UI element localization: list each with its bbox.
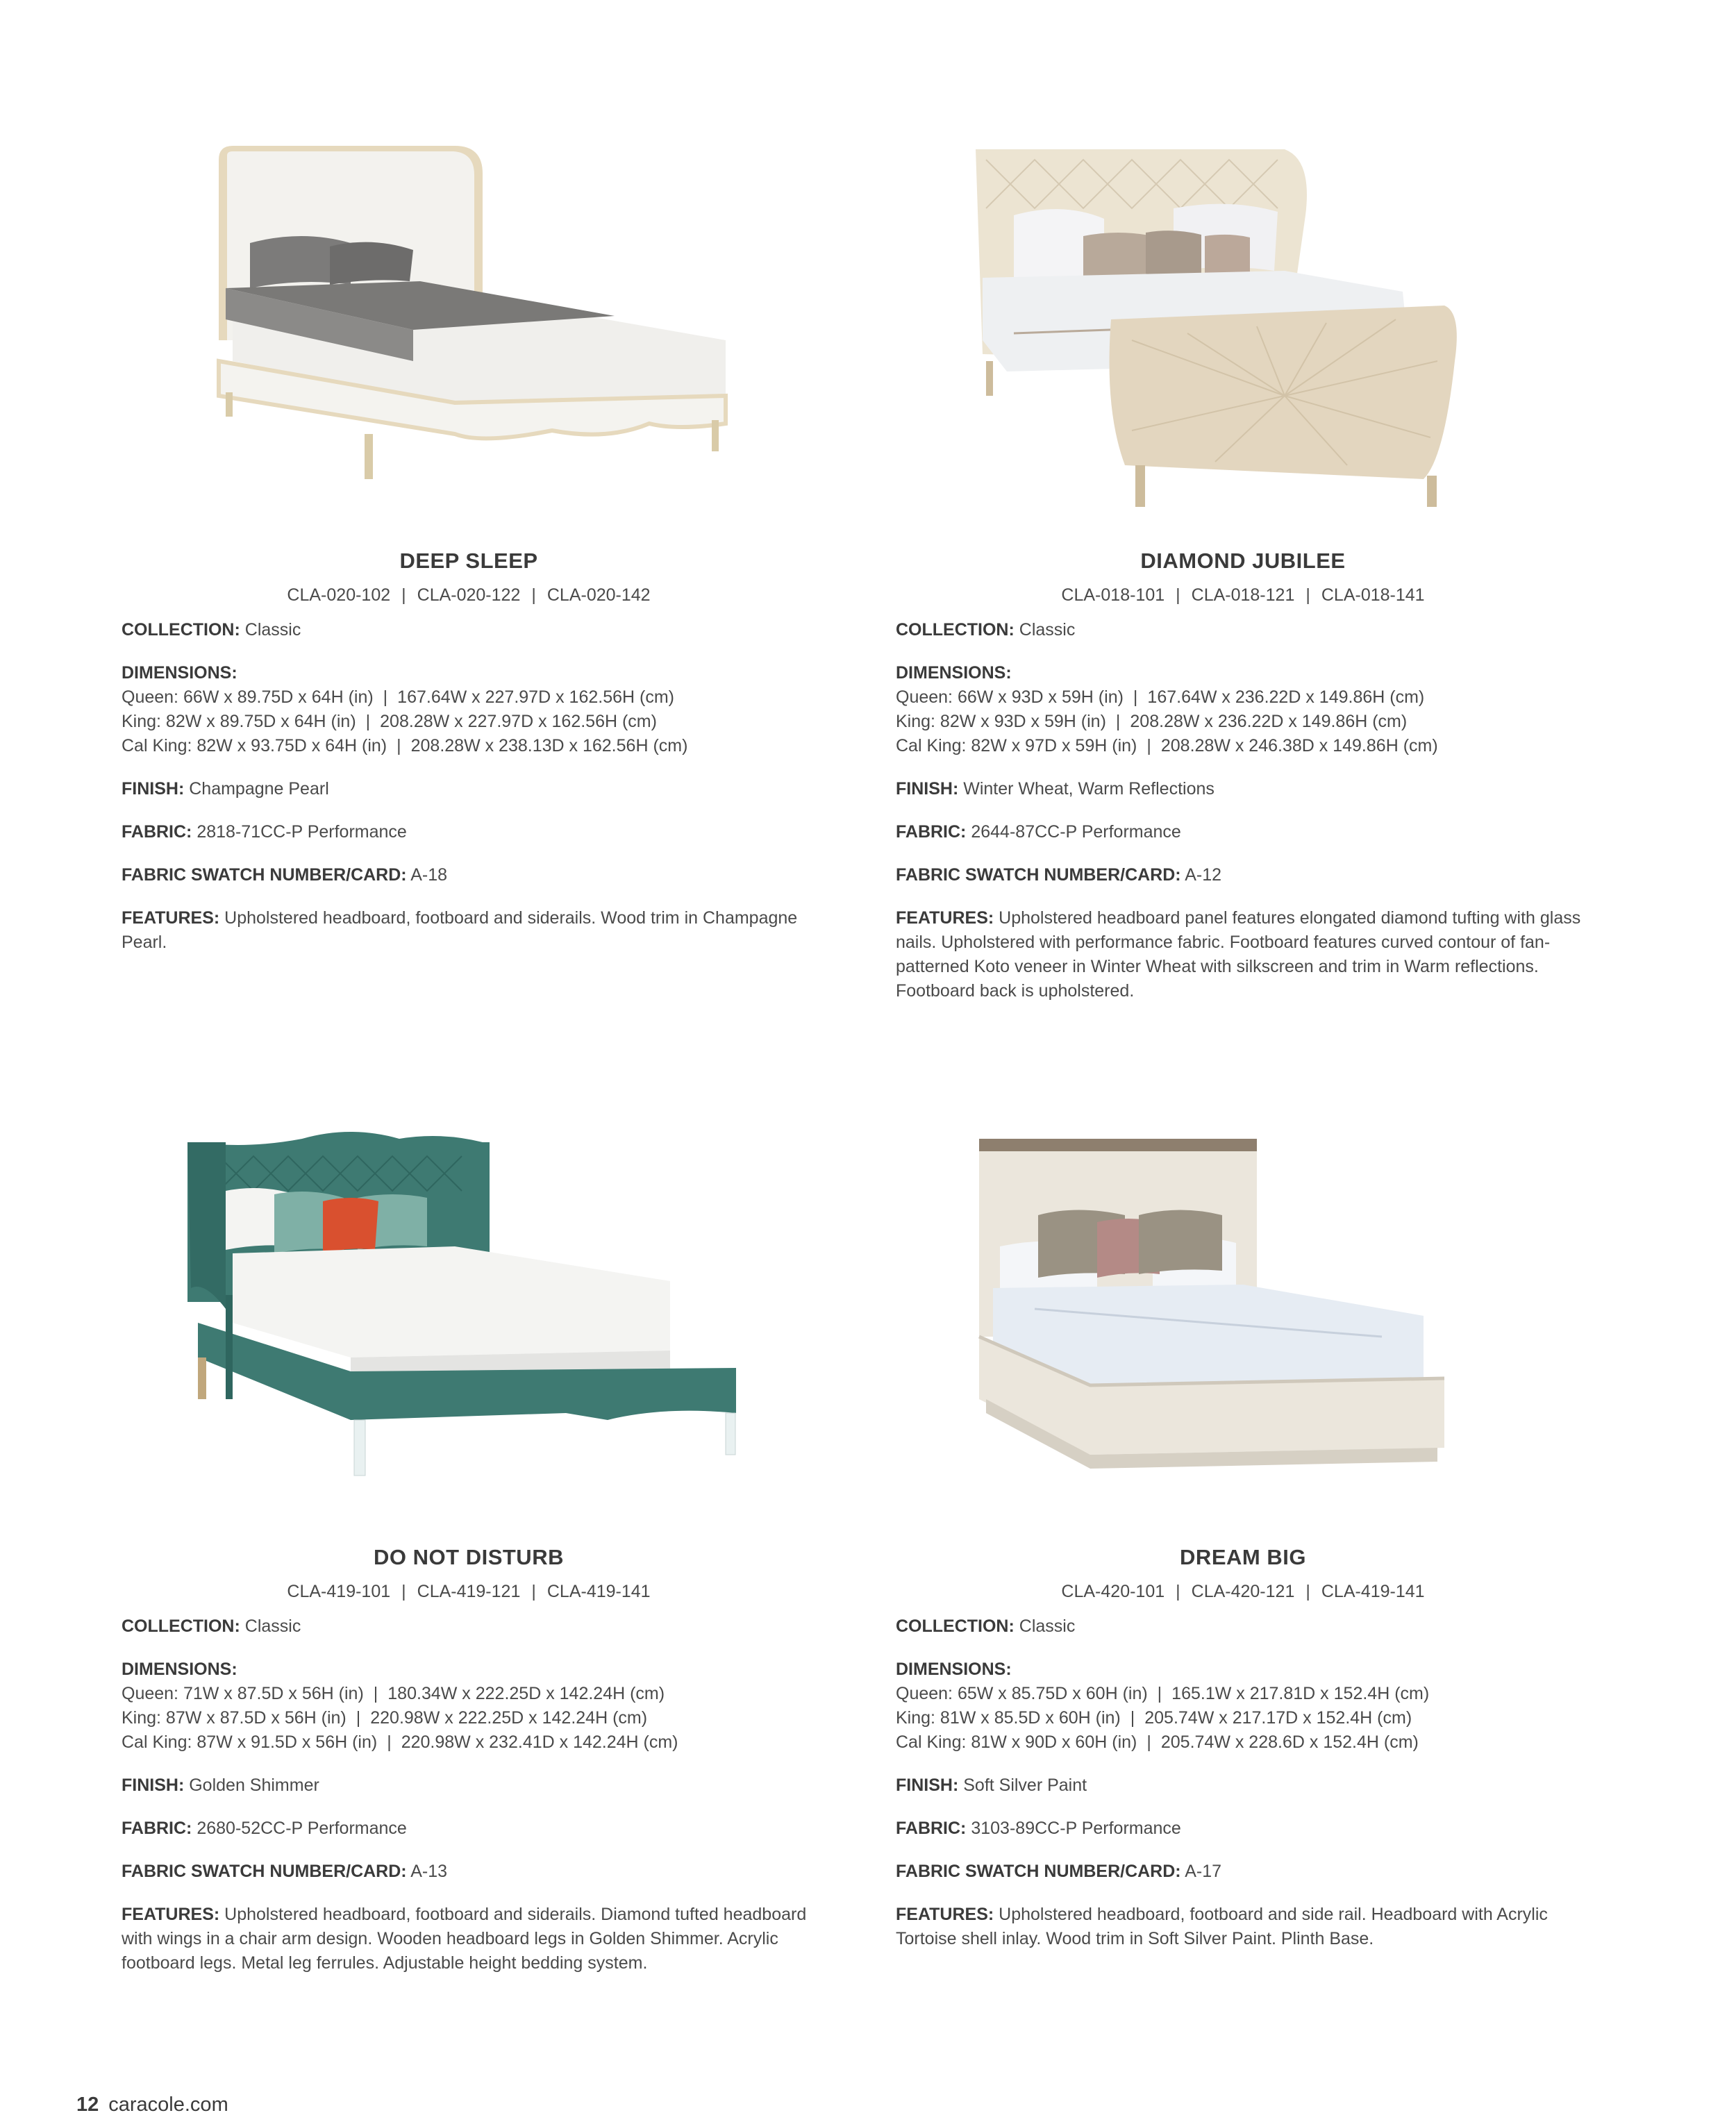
fabric-label: FABRIC: <box>896 822 967 842</box>
dimension-inches: Cal King: 87W x 91.5D x 56H (in) <box>122 1732 378 1752</box>
dimension-cm: 167.64W x 236.22D x 149.86H (cm) <box>1147 687 1425 707</box>
features-field <box>122 906 816 955</box>
headboard-inlay <box>979 1139 1257 1151</box>
fabric-value: 2644-87CC-P Performance <box>971 822 1181 842</box>
collection-field <box>896 618 1590 642</box>
swatch-label: FABRIC SWATCH NUMBER/CARD: <box>122 1862 407 1881</box>
product-codes <box>896 585 1590 605</box>
collection-label: COLLECTION: <box>896 620 1015 640</box>
swatch-label: FABRIC SWATCH NUMBER/CARD: <box>896 865 1181 885</box>
product-code: CLA-018-101 <box>1061 585 1165 605</box>
dimension-cm: 205.74W x 217.17D x 152.4H (cm) <box>1144 1708 1412 1728</box>
finish-field <box>122 777 816 801</box>
dimensions-label: DIMENSIONS: <box>896 663 1012 683</box>
bed-leg <box>226 392 233 417</box>
headboard-wing <box>187 1142 226 1309</box>
dimensions-label: DIMENSIONS: <box>896 1660 1012 1679</box>
product-code: CLA-420-101 <box>1061 1582 1165 1601</box>
dimension-inches: Cal King: 82W x 97D x 59H (in) <box>896 736 1137 755</box>
features-label: FEATURES: <box>896 1905 994 1924</box>
product-specs <box>896 1614 1590 1970</box>
page-footer <box>76 2094 228 2116</box>
dimension-row <box>896 1706 1590 1730</box>
fabric-value: 2818-71CC-P Performance <box>197 822 407 842</box>
collection-label: COLLECTION: <box>122 1616 240 1636</box>
dimensions-field <box>896 661 1590 758</box>
product-code: CLA-020-102 <box>287 585 391 605</box>
fabric-field <box>122 820 816 844</box>
dimension-inches: King: 87W x 87.5D x 56H (in) <box>122 1708 347 1728</box>
dimension-cm: 220.98W x 232.41D x 142.24H (cm) <box>401 1732 678 1752</box>
separator: | <box>1133 687 1138 707</box>
separator: | <box>531 585 536 605</box>
bed-leg <box>1135 465 1145 507</box>
product-code: CLA-018-121 <box>1191 585 1295 605</box>
product-specs <box>122 618 816 974</box>
product-title: DREAM BIG <box>1180 1545 1306 1569</box>
dimension-inches: King: 82W x 89.75D x 64H (in) <box>122 712 356 731</box>
fabric-field <box>896 1816 1590 1841</box>
dimension-row <box>122 710 816 734</box>
bed-leg <box>365 434 373 479</box>
dimension-row <box>122 1682 816 1706</box>
separator: | <box>365 712 371 731</box>
bed-illustration <box>896 132 1590 521</box>
collection-label: COLLECTION: <box>122 620 240 640</box>
product-code: CLA-020-142 <box>546 585 651 605</box>
separator: | <box>401 1582 406 1601</box>
finish-value: Golden Shimmer <box>189 1776 319 1795</box>
dimensions-field <box>122 661 816 758</box>
dimension-inches: Queen: 66W x 89.75D x 64H (in) <box>122 687 374 707</box>
finish-value: Champagne Pearl <box>189 779 329 799</box>
product-image <box>122 132 816 521</box>
dimension-cm: 208.28W x 238.13D x 162.56H (cm) <box>410 736 688 755</box>
swatch-value: A-17 <box>1185 1862 1222 1881</box>
finish-label: FINISH: <box>896 1776 959 1795</box>
bed-leg <box>986 361 993 396</box>
product-codes <box>122 1582 816 1602</box>
features-label: FEATURES: <box>122 908 220 928</box>
fabric-value: 3103-89CC-P Performance <box>971 1819 1181 1838</box>
dimension-inches: Queen: 65W x 85.75D x 60H (in) <box>896 1684 1148 1703</box>
dimensions-label: DIMENSIONS: <box>122 1660 237 1679</box>
separator: | <box>1130 1708 1135 1728</box>
separator: | <box>373 1684 378 1703</box>
dimension-inches: Cal King: 81W x 90D x 60H (in) <box>896 1732 1137 1752</box>
features-label: FEATURES: <box>896 908 994 928</box>
dimension-cm: 205.74W x 228.6D x 152.4H (cm) <box>1160 1732 1419 1752</box>
fabric-label: FABRIC: <box>896 1819 967 1838</box>
bedding <box>233 1246 670 1357</box>
fabric-value: 2680-52CC-P Performance <box>197 1819 407 1838</box>
collection-value: Classic <box>244 1616 301 1636</box>
dimension-cm: 220.98W x 222.25D x 142.24H (cm) <box>370 1708 648 1728</box>
dimension-cm: 165.1W x 217.81D x 152.4H (cm) <box>1171 1684 1430 1703</box>
collection-field <box>122 618 816 642</box>
swatch-value: A-13 <box>410 1862 448 1881</box>
bed-leg <box>226 1295 233 1399</box>
product-codes <box>122 585 816 605</box>
pillow <box>1205 235 1250 274</box>
collection-field <box>896 1614 1590 1639</box>
separator: | <box>1305 1582 1310 1601</box>
dimension-inches: King: 82W x 93D x 59H (in) <box>896 712 1106 731</box>
collection-value: Classic <box>244 620 301 640</box>
features-field <box>896 1903 1590 1951</box>
product-specs <box>896 618 1590 1022</box>
dimension-row <box>122 1730 816 1755</box>
bed-leg <box>1427 476 1437 507</box>
features-value: Upholstered headboard, footboard and side rail. Headboard with Acrylic Tortoise shell inlay. Wood trim in Soft Silver Paint. Plinth Base. <box>896 1905 1548 1948</box>
separator: | <box>401 585 406 605</box>
product-code: CLA-020-122 <box>417 585 521 605</box>
product-code: CLA-419-121 <box>417 1582 521 1601</box>
finish-field <box>896 777 1590 801</box>
finish-label: FINISH: <box>122 779 185 799</box>
collection-value: Classic <box>1019 620 1076 640</box>
product-code: CLA-419-141 <box>546 1582 651 1601</box>
dimension-row <box>122 685 816 710</box>
features-field <box>122 1903 816 1975</box>
dimension-inches: King: 81W x 85.5D x 60H (in) <box>896 1708 1121 1728</box>
product-title: DEEP SLEEP <box>399 549 538 573</box>
site-link[interactable]: caracole.com <box>108 2094 228 2116</box>
product-image <box>896 1128 1590 1517</box>
dimension-cm: 180.34W x 222.25D x 142.24H (cm) <box>387 1684 665 1703</box>
swatch-value: A-18 <box>410 865 448 885</box>
swatch-label: FABRIC SWATCH NUMBER/CARD: <box>122 865 407 885</box>
separator: | <box>1115 712 1121 731</box>
separator: | <box>531 1582 536 1601</box>
separator: | <box>383 687 388 707</box>
separator: | <box>1157 1684 1162 1703</box>
bed-leg <box>354 1420 365 1476</box>
dimension-row <box>122 734 816 758</box>
separator: | <box>356 1708 361 1728</box>
features-label: FEATURES: <box>122 1905 220 1924</box>
dimension-row <box>896 685 1590 710</box>
separator: | <box>1176 1582 1180 1601</box>
bed-leg <box>726 1413 735 1455</box>
dimensions-field <box>896 1657 1590 1755</box>
separator: | <box>1305 585 1310 605</box>
dimension-inches: Cal King: 82W x 93.75D x 64H (in) <box>122 736 387 755</box>
swatch-field <box>896 1860 1590 1884</box>
swatch-field <box>122 1860 816 1884</box>
dimension-row <box>896 710 1590 734</box>
product-code: CLA-419-101 <box>287 1582 391 1601</box>
features-value: Upholstered headboard panel features elongated diamond tufting with glass nails. Upholstered with performance fabric. Footboard features curved contour of fan-patterned Koto veneer in Winter Wheat with silkscreen and trim in Warm reflections. Footboard back is upholstered. <box>896 908 1581 1001</box>
separator: | <box>387 1732 392 1752</box>
swatch-field <box>896 863 1590 887</box>
swatch-label: FABRIC SWATCH NUMBER/CARD: <box>896 1862 1181 1881</box>
fabric-label: FABRIC: <box>122 1819 192 1838</box>
product-code: CLA-420-121 <box>1191 1582 1295 1601</box>
product-title: DIAMOND JUBILEE <box>1140 549 1346 573</box>
bed-illustration <box>122 1128 816 1517</box>
swatch-value: A-12 <box>1185 865 1222 885</box>
finish-label: FINISH: <box>896 779 959 799</box>
pillow <box>330 242 413 285</box>
pillow <box>1139 1210 1222 1275</box>
separator: | <box>1146 1732 1151 1752</box>
dimension-inches: Queen: 71W x 87.5D x 56H (in) <box>122 1684 364 1703</box>
dimension-row <box>122 1706 816 1730</box>
finish-field <box>122 1773 816 1798</box>
dimensions-label: DIMENSIONS: <box>122 663 237 683</box>
bed-illustration <box>896 1128 1590 1517</box>
features-value: Upholstered headboard, footboard and siderails. Wood trim in Champagne Pearl. <box>122 908 798 952</box>
pillow <box>1146 231 1201 279</box>
dimension-cm: 167.64W x 227.97D x 162.56H (cm) <box>397 687 674 707</box>
collection-field <box>122 1614 816 1639</box>
finish-value: Winter Wheat, Warm Reflections <box>963 779 1215 799</box>
product-image <box>896 132 1590 521</box>
bed-leg <box>712 420 719 451</box>
dimension-row <box>896 1682 1590 1706</box>
swatch-field <box>122 863 816 887</box>
fabric-field <box>896 820 1590 844</box>
product-image <box>122 1128 816 1517</box>
product-code: CLA-018-141 <box>1321 585 1425 605</box>
separator: | <box>397 736 401 755</box>
fabric-field <box>122 1816 816 1841</box>
features-field <box>896 906 1590 1003</box>
product-specs <box>122 1614 816 1994</box>
dimensions-field <box>122 1657 816 1755</box>
product-title: DO NOT DISTURB <box>374 1545 564 1569</box>
separator: | <box>1176 585 1180 605</box>
product-codes <box>896 1582 1590 1602</box>
finish-field <box>896 1773 1590 1798</box>
pillow <box>323 1198 378 1253</box>
dimension-cm: 208.28W x 246.38D x 149.86H (cm) <box>1160 736 1438 755</box>
fabric-label: FABRIC: <box>122 822 192 842</box>
dimension-row <box>896 1730 1590 1755</box>
dimension-cm: 208.28W x 227.97D x 162.56H (cm) <box>380 712 657 731</box>
dimension-row <box>896 734 1590 758</box>
finish-value: Soft Silver Paint <box>963 1776 1087 1795</box>
dimension-cm: 208.28W x 236.22D x 149.86H (cm) <box>1130 712 1408 731</box>
finish-label: FINISH: <box>122 1776 185 1795</box>
page-number: 12 <box>76 2094 99 2116</box>
features-value: Upholstered headboard, footboard and siderails. Diamond tufted headboard with wings in a chair arm design. Wooden headboard legs in Golden Shimmer. Acrylic footboard legs. Metal leg ferrules. Adjustable height bedding system. <box>122 1905 807 1973</box>
product-code: CLA-419-141 <box>1321 1582 1425 1601</box>
dimension-inches: Queen: 66W x 93D x 59H (in) <box>896 687 1124 707</box>
bed-illustration <box>122 132 816 521</box>
collection-value: Classic <box>1019 1616 1076 1636</box>
collection-label: COLLECTION: <box>896 1616 1015 1636</box>
separator: | <box>1146 736 1151 755</box>
bed-leg <box>198 1357 206 1399</box>
